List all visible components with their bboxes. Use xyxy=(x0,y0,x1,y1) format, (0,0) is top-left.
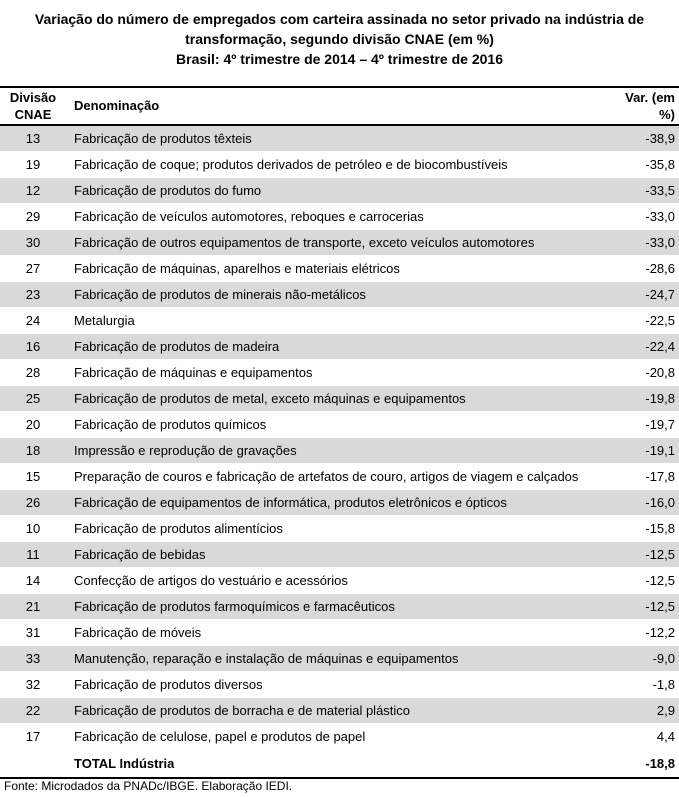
row-code: 13 xyxy=(0,125,66,151)
row-code: 23 xyxy=(0,281,66,307)
row-code: 14 xyxy=(0,567,66,593)
table-row xyxy=(0,593,679,619)
title-line-1: Variação do número de empregados com carteira assinada no setor privado na indústria de xyxy=(34,11,645,27)
row-name: Fabricação de máquinas e equipamentos xyxy=(66,359,611,385)
table-row xyxy=(0,541,679,567)
row-value: -15,8 xyxy=(611,515,679,541)
row-code: 20 xyxy=(0,411,66,437)
row-name: Manutenção, reparação e instalação de máquinas e equipamentos xyxy=(66,645,611,671)
row-name: Fabricação de produtos de madeira xyxy=(66,333,611,359)
row-name: Fabricação de produtos alimentícios xyxy=(66,515,611,541)
source-note: Fonte: Microdados da PNADc/IBGE. Elaboração IEDI. xyxy=(4,779,293,793)
row-value: -22,4 xyxy=(611,333,679,359)
row-code: 26 xyxy=(0,489,66,515)
table-title xyxy=(0,0,679,71)
row-value: -22,5 xyxy=(611,307,679,333)
row-name: Fabricação de equipamentos de informática, produtos eletrônicos e ópticos xyxy=(66,489,611,515)
row-name: Fabricação de bebidas xyxy=(66,541,611,567)
row-code: 10 xyxy=(0,515,66,541)
total-label: TOTAL Indústria xyxy=(66,749,611,778)
row-value: -24,7 xyxy=(611,281,679,307)
title-line-3: Brasil: 4º trimestre de 2014 – 4º trimestre de 2016 xyxy=(176,51,503,67)
table-row xyxy=(0,333,679,359)
table-row xyxy=(0,359,679,385)
table-row xyxy=(0,203,679,229)
row-code: 28 xyxy=(0,359,66,385)
row-code: 19 xyxy=(0,151,66,177)
table-row xyxy=(0,723,679,749)
row-code: 27 xyxy=(0,255,66,281)
table-row xyxy=(0,177,679,203)
table-row xyxy=(0,697,679,723)
row-value: -12,5 xyxy=(611,593,679,619)
header-denominacao: Denominação xyxy=(66,87,611,125)
title-line-2: transformação, segundo divisão CNAE (em %) xyxy=(185,31,494,47)
row-value: -1,8 xyxy=(611,671,679,697)
table-row xyxy=(0,151,679,177)
row-name: Fabricação de máquinas, aparelhos e materiais elétricos xyxy=(66,255,611,281)
row-value: -12,2 xyxy=(611,619,679,645)
row-value: 4,4 xyxy=(611,723,679,749)
row-name: Fabricação de celulose, papel e produtos de papel xyxy=(66,723,611,749)
total-code xyxy=(0,749,66,778)
table-row xyxy=(0,619,679,645)
table-row xyxy=(0,489,679,515)
row-name: Fabricação de móveis xyxy=(66,619,611,645)
row-value: -35,8 xyxy=(611,151,679,177)
header-code-line-2: CNAE xyxy=(14,107,52,122)
table-row xyxy=(0,463,679,489)
row-name: Fabricação de produtos químicos xyxy=(66,411,611,437)
row-name: Fabricação de outros equipamentos de transporte, exceto veículos automotores xyxy=(66,229,611,255)
row-code: 21 xyxy=(0,593,66,619)
row-value: -12,5 xyxy=(611,541,679,567)
row-value: -19,7 xyxy=(611,411,679,437)
row-value: -38,9 xyxy=(611,125,679,151)
row-name: Fabricação de produtos do fumo xyxy=(66,177,611,203)
total-row xyxy=(0,749,679,778)
table-row xyxy=(0,437,679,463)
row-name: Preparação de couros e fabricação de artefatos de couro, artigos de viagem e calçados xyxy=(66,463,611,489)
row-code: 29 xyxy=(0,203,66,229)
row-value: -17,8 xyxy=(611,463,679,489)
row-code: 32 xyxy=(0,671,66,697)
row-code: 30 xyxy=(0,229,66,255)
header-var-line-1: Var. (em xyxy=(625,90,675,105)
total-value: -18,8 xyxy=(611,749,679,778)
row-value: 2,9 xyxy=(611,697,679,723)
table-row xyxy=(0,307,679,333)
row-name: Impressão e reprodução de gravações xyxy=(66,437,611,463)
table-row xyxy=(0,229,679,255)
row-value: -33,5 xyxy=(611,177,679,203)
row-name: Confecção de artigos do vestuário e acessórios xyxy=(66,567,611,593)
table-row xyxy=(0,515,679,541)
row-name: Fabricação de coque; produtos derivados de petróleo e de biocombustíveis xyxy=(66,151,611,177)
row-name: Fabricação de produtos de borracha e de material plástico xyxy=(66,697,611,723)
table-body xyxy=(0,125,679,749)
table-row xyxy=(0,671,679,697)
row-name: Fabricação de produtos têxteis xyxy=(66,125,611,151)
row-code: 24 xyxy=(0,307,66,333)
row-name: Fabricação de produtos de metal, exceto máquinas e equipamentos xyxy=(66,385,611,411)
table-row xyxy=(0,567,679,593)
row-name: Metalurgia xyxy=(66,307,611,333)
cnae-table xyxy=(0,86,679,779)
row-value: -20,8 xyxy=(611,359,679,385)
header-code-line-1: Divisão xyxy=(9,90,57,105)
row-name: Fabricação de produtos diversos xyxy=(66,671,611,697)
row-value: -33,0 xyxy=(611,229,679,255)
row-value: -28,6 xyxy=(611,255,679,281)
header-division-cnae xyxy=(0,87,66,125)
row-name: Fabricação de produtos de minerais não-metálicos xyxy=(66,281,611,307)
row-value: -33,0 xyxy=(611,203,679,229)
header-var-line-2: %) xyxy=(659,107,675,122)
row-value: -9,0 xyxy=(611,645,679,671)
row-value: -19,8 xyxy=(611,385,679,411)
table-row xyxy=(0,281,679,307)
row-code: 18 xyxy=(0,437,66,463)
row-code: 22 xyxy=(0,697,66,723)
header-row xyxy=(0,87,679,125)
row-value: -12,5 xyxy=(611,567,679,593)
table-row xyxy=(0,385,679,411)
row-code: 11 xyxy=(0,541,66,567)
row-name: Fabricação de produtos farmoquímicos e farmacêuticos xyxy=(66,593,611,619)
row-code: 33 xyxy=(0,645,66,671)
row-code: 15 xyxy=(0,463,66,489)
table-row xyxy=(0,255,679,281)
row-value: -19,1 xyxy=(611,437,679,463)
row-code: 12 xyxy=(0,177,66,203)
table-row xyxy=(0,125,679,151)
row-code: 16 xyxy=(0,333,66,359)
row-name: Fabricação de veículos automotores, reboques e carrocerias xyxy=(66,203,611,229)
table-row xyxy=(0,411,679,437)
header-variation xyxy=(611,87,679,125)
row-code: 17 xyxy=(0,723,66,749)
row-value: -16,0 xyxy=(611,489,679,515)
row-code: 25 xyxy=(0,385,66,411)
table-row xyxy=(0,645,679,671)
row-code: 31 xyxy=(0,619,66,645)
